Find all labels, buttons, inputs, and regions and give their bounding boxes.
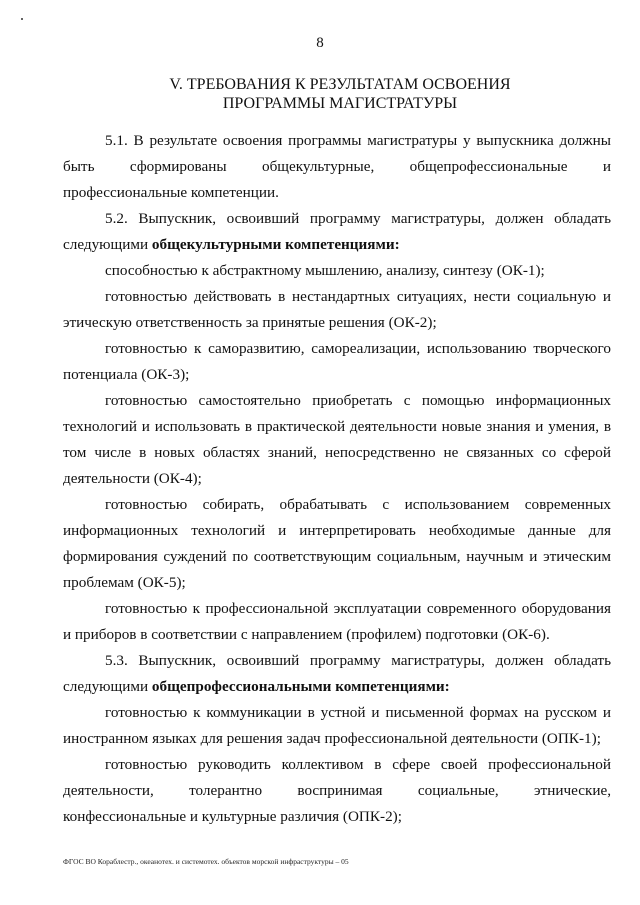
scan-speck [21, 18, 23, 20]
competence-ok-1: способностью к абстрактному мышлению, анализу, синтезу (ОК-1); [105, 262, 545, 279]
page-footer: ФГОС ВО Кораблестр., океанотех. и системотех. объектов морской инфраструктуры – 05 [63, 857, 349, 866]
paragraph-5-3 [63, 648, 611, 700]
paragraph-5-2-text: 5.2. Выпускник, освоивший программу магистратуры, должен обладать следующими [63, 210, 611, 253]
competence-ok-3: готовностью к саморазвитию, самореализации, использованию творческого потенциала (ОК-3); [63, 340, 611, 383]
document-body [63, 128, 611, 830]
competence-ok-6: готовностью к профессиональной эксплуатации современного оборудования и приборов в соответствии с направлением (профилем) подготовки (ОК-6). [63, 600, 611, 643]
competence-opk-2: готовностью руководить коллективом в сфере своей профессиональной деятельности, толерантно воспринимая социальные, этнические, конфессиональные и культурные различия (ОПК-2); [63, 756, 611, 825]
section-heading-line-2: ПРОГРАММЫ МАГИСТРАТУРЫ [222, 95, 458, 112]
paragraph-5-3-text: 5.3. Выпускник, освоивший программу магистратуры, должен обладать следующими [63, 652, 611, 695]
competence-ok-2: готовностью действовать в нестандартных ситуациях, нести социальную и этическую ответственность за принятые решения (ОК-2); [63, 288, 611, 331]
competence-ok-4: готовностью самостоятельно приобретать с помощью информационных технологий и использовать в практической деятельности новые знания и умения, в том числе в новых областях знаний, непосредственно не связанных со сферой деятельности (ОК-4); [63, 392, 611, 487]
paragraph-5-2-bold: общекультурными компетенциями: [151, 236, 400, 253]
paragraph-5-2 [63, 206, 611, 258]
paragraph-5-3-bold: общепрофессиональными компетенциями: [151, 678, 450, 695]
section-heading-line-1: V. ТРЕБОВАНИЯ К РЕЗУЛЬТАТАМ ОСВОЕНИЯ [169, 76, 511, 93]
section-heading [90, 75, 590, 113]
page-number: 8 [316, 35, 324, 51]
competence-opk-1: готовностью к коммуникации в устной и письменной формах на русском и иностранном языках для решения задач профессиональной деятельности (ОПК-1); [63, 704, 611, 747]
competence-ok-5: готовностью собирать, обрабатывать с использованием современных информационных технологий и интерпретировать необходимые данные для формирования суждений по соответствующим социальным, научным и этическим проблемам (ОК-5); [63, 496, 611, 591]
paragraph-5-1: 5.1. В результате освоения программы магистратуры у выпускника должны быть сформированы общекультурные, общепрофессиональные и профессиональные компетенции. [63, 132, 611, 201]
